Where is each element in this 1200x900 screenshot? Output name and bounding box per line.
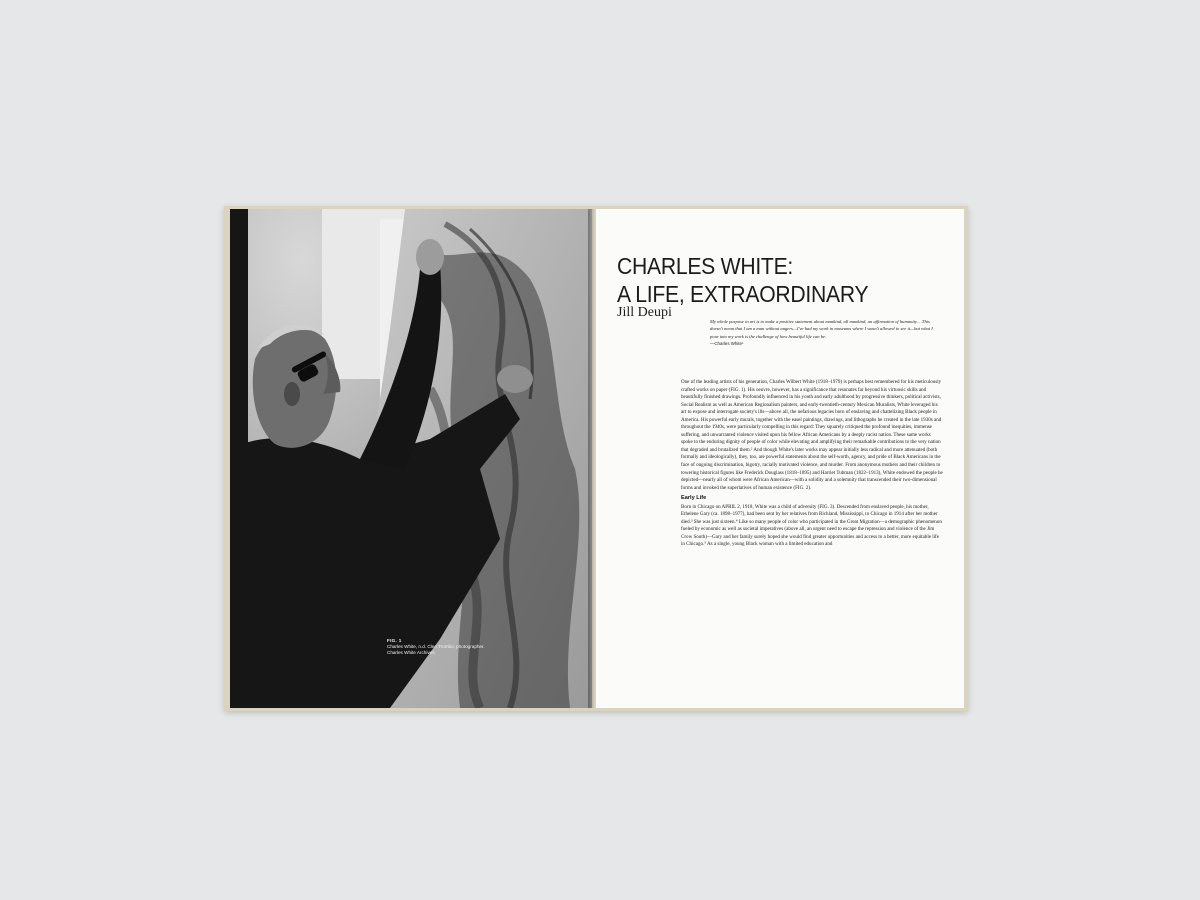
caption-text: Charles White, n.d. Cleo Trumbo, photographer. Charles White Archives. (387, 644, 485, 655)
author-name: Jill Deupi (617, 305, 672, 320)
essay-paragraph-2: Born in Chicago on APRIL 2, 1918, White was a child of adversity (FIG. 3). Descended from enslaved people, his mother, Ethelene Gary (ca. 1898–1977), had been sent by her relatives from Richland, Mississippi, to Chicago in 1914 after her mother died.³ She was just sixteen.⁴ Like so many people of color who participated in the Great Migration—a demographic phenomenon fueled by economic as well as societal imperatives (above all, an urgent need to escape the repression and violence of the Jim Crow South)—Gary and her family surely hoped she would find greater opportunities and access to a better, more equitable life in Chicago.⁵ As a single, young Black woman with a limited education and (681, 503, 942, 548)
essay-body (681, 379, 943, 549)
caption-figure-number: FIG. 1 (387, 638, 402, 643)
left-page-photo (230, 209, 592, 708)
epigraph-quote: My whole purpose in art is to make a positive statement about mankind, all mankind, an affirmation of humanity.…This doesn't mean that I am a man without angers—I've had my work in museums where I wasn't allowed to see it—but what I pour into my work is the challenge of how beautiful life can be. (710, 319, 933, 339)
epigraph (710, 318, 940, 348)
essay-paragraph-1: One of the leading artists of his generation, Charles Wilbert White (1918–1979) is perhaps best remembered for his meticulously crafted works on paper (FIG. 1). His oeuvre, however, has a significance that resonates far beyond his virtuosic skills and beautifully finished drawings. Profoundly influenced in his youth and early adulthood by progressive thinkers, political activists, Social Realism as well as American Regionalism painters, and early-twentieth-century Mexican Muralists, White leveraged his art to expose and interrogate society's ills—above all, the nefarious legacies born of enslaving and chattelizing Black people in America. His powerful early murals, together with the easel paintings, drawings, and lithographs he created in the late 1930s and throughout the 1940s, were particularly compelling in this regard: They squarely critiqued the profound inequities, immense suffering, and unwarranted violence visited upon his fellow African Americans by a deeply racist nation. These same works spoke to the enduring dignity of people of color while elevating and amplifying their remarkable contributions to the very nation that degraded and brutalized them.² And though White's later works may appear initially less radical and more attenuated (both formally and ideologically), they, too, are powerful statements about the self-worth, agency, and pride of Black Americans in the face of ongoing discrimination, bigotry, racially motivated violence, and murder. From anonymous mothers and their children to towering historical figures like Frederick Douglass (1818–1895) and Harriet Tubman (1822–1913), White endowed the people he depicted—nearly all of whom were African American—with a solidity and a solemnity that transcended their two-dimensional forms and invoked the superlatives of human existence (FIG. 2). (681, 379, 943, 491)
epigraph-attribution: —Charles White¹ (710, 341, 744, 347)
artist-drawing-photo (230, 209, 592, 708)
photo-caption (387, 638, 497, 656)
chapter-title-line-1: CHARLES WHITE: (617, 253, 794, 279)
chapter-title-line-2: A LIFE, EXTRAORDINARY (617, 281, 869, 307)
section-heading: Early Life (681, 495, 707, 502)
chapter-title (617, 252, 868, 308)
